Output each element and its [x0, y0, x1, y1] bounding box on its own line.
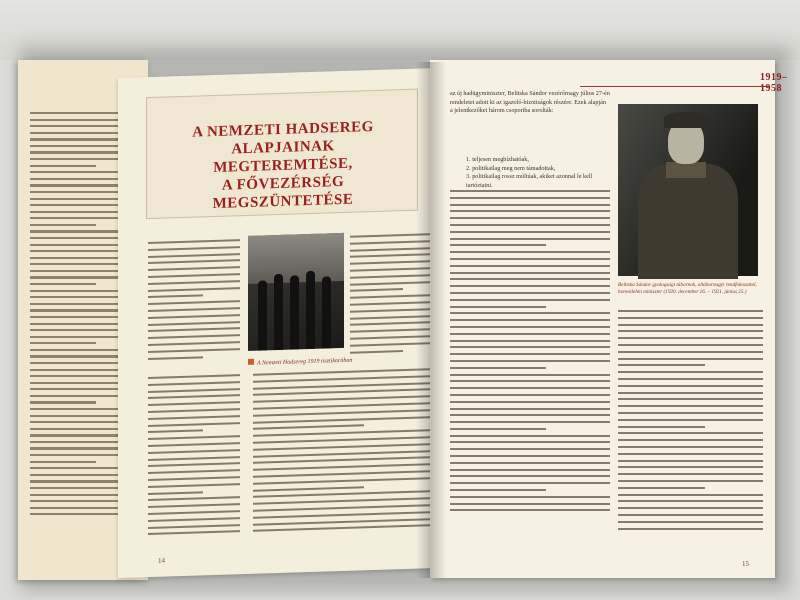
title-line-1: A NEMZETI HADSEREG ALAPJAINAK — [192, 118, 374, 158]
text-line — [450, 326, 610, 328]
text-line — [148, 321, 240, 326]
text-line — [148, 266, 240, 271]
text-line — [618, 514, 763, 516]
text-line — [618, 324, 763, 326]
text-line — [618, 358, 763, 360]
left-text-column-3 — [148, 374, 240, 540]
left-text-column-1 — [148, 239, 240, 364]
text-line — [253, 429, 438, 437]
text-line — [450, 387, 610, 389]
list-item: 2. politikailag meg nem támadottak, — [466, 164, 556, 172]
right-text-column-1 — [450, 190, 610, 516]
text-line — [618, 371, 763, 373]
right-page — [430, 60, 788, 578]
text-line — [618, 466, 763, 468]
text-line — [450, 469, 610, 471]
text-line — [148, 435, 240, 440]
text-line — [148, 356, 203, 360]
text-line — [450, 435, 610, 437]
text-line — [253, 388, 438, 396]
text-line — [450, 292, 610, 294]
text-line — [253, 382, 438, 390]
text-line — [253, 463, 438, 471]
text-line — [148, 348, 240, 353]
text-line — [450, 503, 610, 505]
text-line — [450, 299, 610, 301]
text-line — [618, 330, 763, 332]
text-line — [618, 494, 763, 496]
text-line — [148, 422, 240, 427]
text-line — [148, 374, 240, 379]
text-line — [450, 421, 610, 423]
text-line — [148, 491, 203, 495]
text-line — [350, 350, 403, 354]
photo-caption-left: A Nemzeti Hadsereg 1919 tisztikarában — [248, 355, 358, 366]
text-line — [148, 415, 240, 420]
text-line — [450, 312, 610, 314]
text-line — [450, 204, 610, 206]
text-line — [148, 517, 240, 522]
text-line — [618, 385, 763, 387]
text-line — [253, 450, 438, 458]
text-line — [148, 430, 203, 434]
text-line — [618, 453, 763, 455]
text-line — [450, 353, 610, 355]
text-line — [450, 482, 610, 484]
text-line — [450, 190, 610, 192]
text-line — [618, 480, 763, 482]
text-line — [618, 446, 763, 448]
text-line — [30, 283, 96, 285]
text-line — [148, 497, 240, 502]
text-line — [253, 470, 438, 478]
text-line — [148, 300, 240, 305]
text-line — [148, 401, 240, 406]
text-line — [450, 265, 610, 267]
text-line — [148, 476, 240, 481]
text-line — [148, 449, 240, 454]
text-line — [148, 483, 240, 488]
officers-photo — [248, 233, 344, 351]
text-line — [618, 426, 705, 428]
text-line — [450, 346, 610, 348]
classification-list — [466, 156, 606, 190]
left-text-column-4 — [253, 368, 438, 537]
text-line — [148, 273, 240, 278]
text-line — [450, 224, 610, 226]
text-line — [148, 381, 240, 386]
text-line — [618, 310, 763, 312]
text-line — [253, 511, 438, 519]
chapter-title — [158, 117, 408, 215]
text-line — [253, 368, 438, 376]
text-line — [148, 510, 240, 515]
text-line — [618, 528, 763, 530]
text-line — [30, 401, 96, 403]
text-line — [253, 395, 438, 403]
text-line — [618, 473, 763, 475]
text-line — [350, 288, 403, 292]
text-line — [148, 395, 240, 400]
text-line — [618, 432, 763, 434]
text-line — [253, 517, 438, 525]
portrait-photo — [618, 104, 758, 276]
text-line — [253, 490, 438, 498]
text-line — [148, 456, 240, 461]
section-years: 1919–1958 — [760, 72, 788, 94]
text-line — [148, 280, 240, 285]
text-line — [450, 306, 546, 308]
text-line — [148, 295, 203, 299]
text-line — [148, 503, 240, 508]
text-line — [618, 351, 763, 353]
text-line — [618, 378, 763, 380]
list-item: 3. politikailag rossz múltúak, akiket azonnal le kell tartóztatni. — [466, 173, 593, 189]
header-rule — [580, 86, 770, 87]
photo-caption-right: Belitska Sándor gyalogsági tábornok, altábornagyi rendfokozattal, honvédelmi miniszter (1920. december 16. – 1921. június 25.) — [618, 282, 757, 295]
text-line — [450, 251, 610, 253]
text-line — [618, 521, 763, 523]
text-line — [253, 477, 438, 485]
text-line — [618, 344, 763, 346]
text-line — [450, 509, 610, 511]
text-line — [148, 246, 240, 251]
text-line — [450, 462, 610, 464]
text-line — [450, 244, 546, 246]
text-line — [253, 443, 438, 451]
text-line — [450, 238, 610, 240]
text-line — [450, 197, 610, 199]
text-line — [618, 507, 763, 509]
text-line — [450, 258, 610, 260]
text-line — [253, 425, 364, 430]
page-number-left: 14 — [158, 556, 165, 565]
text-line — [450, 285, 610, 287]
text-line — [450, 380, 610, 382]
text-line — [450, 231, 610, 233]
text-line — [148, 334, 240, 339]
left-page — [118, 68, 440, 578]
text-line — [30, 342, 96, 344]
text-line — [450, 333, 610, 335]
text-line — [253, 402, 438, 410]
text-line — [148, 530, 240, 535]
text-line — [450, 475, 610, 477]
text-line — [253, 375, 438, 383]
book-gutter — [416, 62, 446, 578]
text-line — [148, 328, 240, 333]
text-line — [148, 469, 240, 474]
text-line — [618, 460, 763, 462]
text-line — [450, 217, 610, 219]
text-line — [253, 504, 438, 512]
text-line — [253, 486, 364, 491]
text-line — [618, 392, 763, 394]
text-line — [450, 489, 546, 491]
text-line — [253, 497, 438, 505]
text-line — [618, 317, 763, 319]
text-line — [450, 441, 610, 443]
text-line — [148, 314, 240, 319]
text-line — [253, 416, 438, 424]
text-line — [253, 524, 438, 532]
text-line — [450, 408, 610, 410]
text-line — [148, 463, 240, 468]
text-line — [450, 340, 610, 342]
text-line — [148, 287, 240, 292]
text-line — [450, 414, 610, 416]
text-line — [618, 487, 705, 489]
text-line — [450, 319, 610, 321]
text-line — [148, 524, 240, 529]
intro-paragraph: az új hadügyminiszter, Belitska Sándor vezérőrnagy július 27-én rendeletet adott ki az igazoló-bizottságok részére. Ezek alapján a jelentkezőket három csoportba sorolták: — [450, 90, 610, 115]
text-line — [450, 360, 610, 362]
text-line — [618, 364, 705, 366]
text-line — [148, 408, 240, 413]
text-line — [148, 307, 240, 312]
text-line — [253, 409, 438, 417]
text-line — [450, 367, 546, 369]
text-line — [618, 500, 763, 502]
text-line — [450, 394, 610, 396]
text-line — [618, 419, 763, 421]
text-line — [450, 428, 546, 430]
text-line — [450, 374, 610, 376]
text-line — [450, 455, 610, 457]
text-line — [450, 278, 610, 280]
text-line — [618, 412, 763, 414]
text-line — [618, 439, 763, 441]
text-line — [148, 253, 240, 258]
text-line — [253, 436, 438, 444]
text-line — [148, 341, 240, 346]
text-line — [450, 272, 610, 274]
text-line — [450, 496, 610, 498]
text-line — [618, 337, 763, 339]
text-line — [30, 224, 96, 226]
page-number-right: 15 — [742, 560, 749, 568]
text-line — [450, 401, 610, 403]
right-text-column-2 — [618, 310, 763, 534]
text-line — [450, 210, 610, 212]
title-line-2: MEGTEREMTÉSE, — [213, 155, 353, 177]
title-line-3: A FŐVEZÉRSÉG MEGSZÜNTETÉSE — [212, 173, 354, 213]
text-line — [618, 398, 763, 400]
text-line — [148, 239, 240, 244]
text-line — [148, 388, 240, 393]
text-line — [30, 165, 96, 167]
text-line — [148, 260, 240, 265]
text-line — [253, 456, 438, 464]
text-line — [148, 442, 240, 447]
text-line — [450, 448, 610, 450]
text-line — [30, 461, 96, 463]
text-line — [618, 405, 763, 407]
list-item: 1. teljesen megbízhatóak, — [466, 156, 529, 163]
